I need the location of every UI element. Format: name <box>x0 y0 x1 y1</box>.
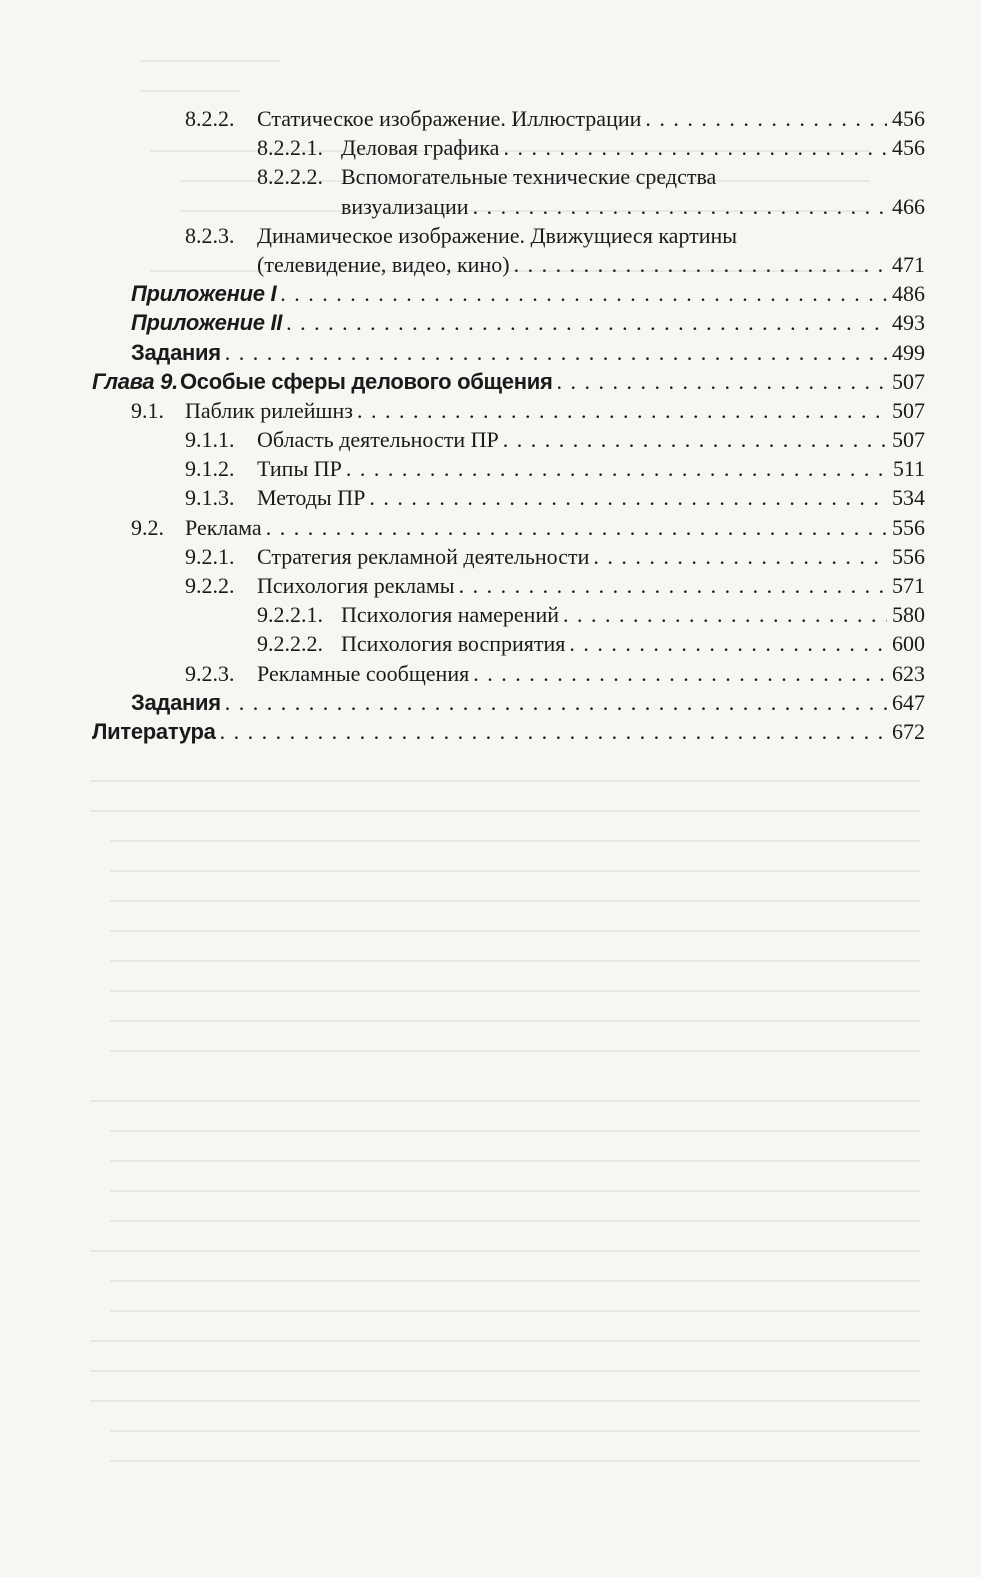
table-of-contents <box>0 104 981 746</box>
toc-entry <box>0 425 981 454</box>
toc-entry-page: 647 <box>892 689 925 715</box>
toc-entry-number: 9.2.2.1. <box>257 602 323 628</box>
toc-entry <box>0 133 981 162</box>
toc-entry <box>0 279 981 308</box>
toc-entry-title: (телевидение, видео, кино) <box>257 251 510 277</box>
toc-entry-title: Приложение I <box>131 281 277 307</box>
toc-entry-title: Психология намерений <box>341 602 560 628</box>
toc-entry-page: 486 <box>892 281 925 307</box>
dot-leader <box>563 600 887 629</box>
toc-entry-title: Статическое изображение. Иллюстрации <box>257 106 642 131</box>
toc-entry-title: Методы ПР <box>257 485 366 511</box>
dot-leader <box>645 104 887 133</box>
toc-entry-page: 556 <box>892 514 925 540</box>
dot-leader <box>473 192 887 221</box>
toc-entry-title: Область деятельности ПР <box>257 427 499 453</box>
dot-leader <box>225 338 887 367</box>
toc-entry-page: 499 <box>892 339 925 365</box>
dot-leader <box>346 454 887 483</box>
toc-entry <box>0 571 981 600</box>
toc-entry <box>0 396 981 425</box>
toc-entry-page: 466 <box>892 193 925 219</box>
toc-entry <box>0 454 981 483</box>
toc-entry <box>0 104 981 133</box>
toc-entry-page: 507 <box>892 427 925 453</box>
toc-chapter-entry <box>0 367 981 396</box>
toc-entry-number: 8.2.2. <box>185 106 235 131</box>
toc-entry-page: 471 <box>892 251 925 277</box>
toc-entry-title: Задания <box>131 689 221 715</box>
toc-chapter-number: Глава 9. <box>92 368 178 394</box>
toc-entry <box>0 162 981 191</box>
toc-entry <box>0 542 981 571</box>
dot-leader <box>556 367 887 396</box>
toc-entry-page: 600 <box>892 631 925 657</box>
dot-leader <box>459 571 887 600</box>
toc-entry-title: Реклама <box>185 514 262 540</box>
toc-entry <box>0 308 981 337</box>
toc-entry <box>0 659 981 688</box>
dot-leader <box>503 133 887 162</box>
dot-leader <box>514 250 887 279</box>
toc-entry <box>0 192 981 221</box>
toc-entry <box>0 221 981 250</box>
toc-entry-number: 9.2.2. <box>185 573 235 598</box>
toc-entry-title: визуализации <box>341 193 469 219</box>
dot-leader <box>286 308 887 337</box>
toc-entry-page: 571 <box>892 573 925 598</box>
dot-leader <box>357 396 887 425</box>
dot-leader <box>593 542 887 571</box>
dot-leader <box>220 717 887 746</box>
toc-entry-page: 511 <box>892 456 925 482</box>
dot-leader <box>225 688 887 717</box>
dot-leader <box>369 483 887 512</box>
toc-entry <box>0 600 981 629</box>
toc-entry-page: 507 <box>892 368 925 394</box>
toc-entry-page: 493 <box>892 310 925 336</box>
toc-entry <box>0 629 981 658</box>
toc-entry <box>0 513 981 542</box>
toc-entry-title: Задания <box>131 339 221 365</box>
toc-entry <box>0 338 981 367</box>
toc-entry <box>0 250 981 279</box>
toc-entry <box>0 717 981 746</box>
toc-entry-number: 9.1.1. <box>185 427 235 453</box>
toc-entry-page: 580 <box>892 602 925 628</box>
toc-entry-title: Приложение II <box>131 310 283 336</box>
toc-entry-page: 534 <box>892 485 925 511</box>
toc-entry-title: Литература <box>92 718 216 744</box>
toc-entry <box>0 483 981 512</box>
toc-entry-title: Особые сферы делового общения <box>180 368 553 394</box>
dot-leader <box>569 629 887 658</box>
toc-entry <box>0 688 981 717</box>
dot-leader <box>280 279 887 308</box>
toc-entry-title: Рекламные сообщения <box>257 660 470 686</box>
toc-entry-number: 8.2.2.2. <box>257 164 323 190</box>
toc-entry-number: 9.2. <box>131 514 164 540</box>
toc-entry-title: Стратегия рекламной деятельности <box>257 543 590 569</box>
toc-entry-number: 8.2.2.1. <box>257 135 323 161</box>
toc-entry-number: 9.1.2. <box>185 456 235 482</box>
dot-leader <box>503 425 887 454</box>
toc-entry-page: 507 <box>892 397 925 423</box>
toc-entry-number: 9.1.3. <box>185 485 235 511</box>
toc-entry-page: 623 <box>892 660 925 686</box>
toc-entry-page: 556 <box>892 543 925 569</box>
toc-entry-number: 9.2.1. <box>185 543 235 569</box>
toc-entry-number: 8.2.3. <box>185 222 235 248</box>
toc-entry-title: Деловая графика <box>341 135 500 161</box>
toc-entry-title: Типы ПР <box>257 456 342 482</box>
toc-entry-title: Динамическое изображение. Движущиеся картины <box>257 222 738 248</box>
toc-entry-title: Психология восприятия <box>341 631 566 657</box>
toc-entry-number: 9.2.2.2. <box>257 631 323 657</box>
toc-entry-title: Психология рекламы <box>257 573 455 598</box>
toc-entry-number: 9.1. <box>131 397 164 423</box>
dot-leader <box>266 513 887 542</box>
toc-entry-number: 9.2.3. <box>185 660 235 686</box>
toc-entry-page: 456 <box>892 135 925 161</box>
toc-entry-page: 456 <box>892 106 925 131</box>
toc-entry-title: Вспомогательные технические средства <box>341 164 717 190</box>
toc-entry-page: 672 <box>892 718 925 744</box>
toc-entry-title: Паблик рилейшнз <box>185 397 353 423</box>
dot-leader <box>473 659 887 688</box>
